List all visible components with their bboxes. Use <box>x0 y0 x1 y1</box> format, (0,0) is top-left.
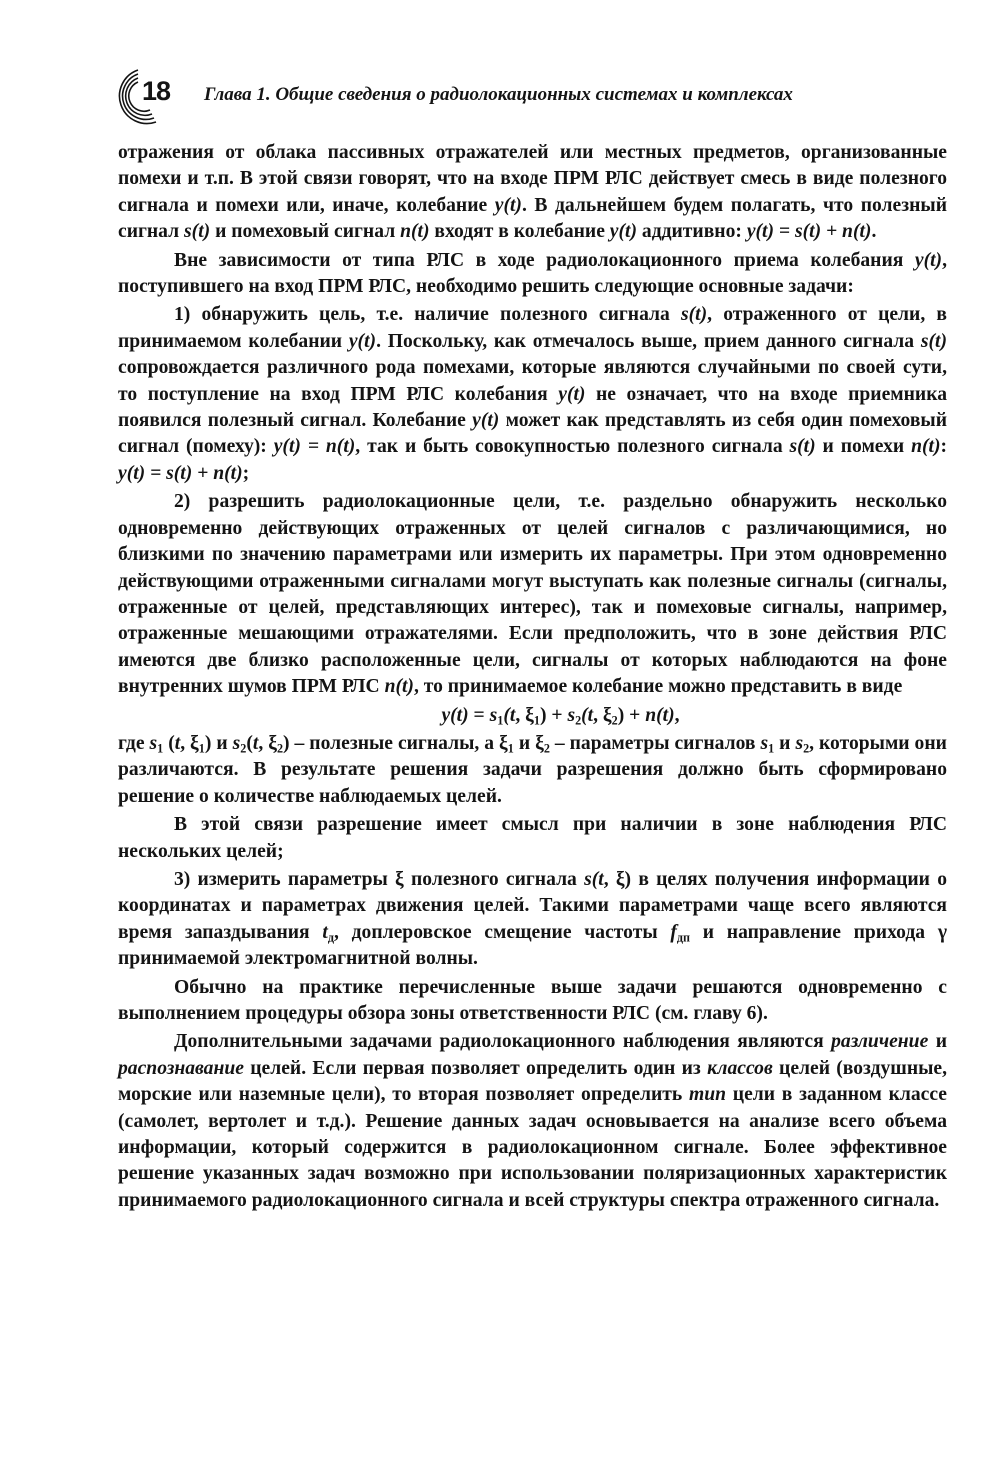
text-run: ) и <box>204 732 233 754</box>
text-run: y(t) = n(t) <box>273 436 356 458</box>
text-run: s <box>795 732 804 754</box>
text-run: , поступившего на вход ПРМ РЛС, необходимо решить следующие основные задачи: <box>118 249 947 298</box>
text-run: y(t) <box>914 249 943 271</box>
text-run: может как представлять из себя один помеховый сигнал (помеху): <box>118 410 947 458</box>
text-run: (t <box>503 704 516 726</box>
text-run: Дополнительными задачами радиолокационного наблюдения являются <box>174 1031 832 1053</box>
text-run: различение <box>831 1031 929 1053</box>
text-run: , так и быть совокупностью полезного сигнала <box>355 436 790 458</box>
text-run: ) + <box>539 704 568 726</box>
text-run: . <box>871 221 877 243</box>
text-run: – параметры сигналов <box>549 732 761 754</box>
text-run: отражения от облака пассивных отражателей или местных предметов, организованные помехи и т.п. В этой связи говорят, что на входе ПРМ РЛС действует смесь в виде полезного сигнала и помехи или, иначе, колебание <box>118 142 947 216</box>
text-run: (t <box>581 704 594 726</box>
text-run: s(t) <box>184 221 211 243</box>
text-run: 2 <box>803 741 810 756</box>
text-run: и помехи <box>815 436 912 458</box>
text-run: 3) измерить параметры ξ полезного сигнала <box>174 868 585 890</box>
text-run: n(t) <box>384 676 414 698</box>
text-run: 1 <box>507 741 514 756</box>
text-run: сопровождается различного рода помехами, которые являются случайными по своей сути, то поступление на вход ПРМ РЛС колебания <box>118 357 947 405</box>
text-run: y(t) <box>348 330 377 352</box>
text-run: f <box>670 921 677 943</box>
text-run: 1 <box>533 713 540 728</box>
text-run: t <box>322 921 328 943</box>
text-run: распознавание <box>118 1057 244 1079</box>
text-run: и <box>774 732 796 754</box>
page-number: 18 <box>142 76 171 106</box>
text-run: ( <box>163 732 175 754</box>
text-run: 2 <box>543 741 550 756</box>
text-run: тип <box>689 1084 727 1106</box>
text-run: . Поскольку, как отмечалось выше, прием данного сигнала <box>376 330 921 352</box>
text-run: n(t) <box>645 704 675 726</box>
text-run: целей (воздушные, морские или наземные цели), то вторая позволяет определить <box>118 1057 948 1106</box>
text-run: ; <box>242 462 250 484</box>
text-run: t <box>174 732 181 754</box>
text-run: ( <box>246 732 253 754</box>
text-run: Обычно на практике перечисленные выше задачи решаются одновременно с выполнением процедуры обзора зоны ответственности РЛС (см. главу 6). <box>118 976 947 1024</box>
text-run: , которыми они различаются. В результате решения задачи разрешения должно быть сформировано решение о количестве наблюдаемых целей. <box>118 732 947 807</box>
text-run: y(t) <box>558 383 586 405</box>
text-run: , ξ <box>258 732 277 754</box>
paragraph <box>118 731 947 810</box>
text-run: 1 <box>497 713 504 728</box>
body-text <box>118 140 947 1216</box>
text-run: y(t) = s(t) + n(t) <box>118 462 243 484</box>
text-run: 1 <box>198 741 205 756</box>
text-run: s(t <box>584 868 604 890</box>
text-run: n(t) <box>400 221 430 243</box>
text-run: s <box>149 732 158 754</box>
text-run: , ξ <box>515 704 534 726</box>
text-run: , то принимаемое колебание можно представить в виде <box>413 676 903 698</box>
text-run: дп <box>676 930 691 945</box>
paragraph <box>118 140 947 246</box>
text-run: , ξ) в целях получения информации о координатах и параметрах движения целей. Такими параметрами чаще всего являются время запаздывания <box>118 868 947 943</box>
text-run: y(t) <box>609 221 637 243</box>
text-run: 2 <box>240 741 247 756</box>
text-run: n(t) <box>911 436 941 458</box>
text-run: s <box>232 732 241 754</box>
text-run: , ξ <box>593 704 612 726</box>
text-run: , <box>674 704 680 726</box>
text-run: 1 <box>768 741 775 756</box>
text-run: s <box>567 704 576 726</box>
text-run: и <box>928 1031 947 1053</box>
text-run: y(t) <box>441 704 469 726</box>
text-run: входят в колебание <box>429 221 610 243</box>
text-run: , отраженного от цели, в принимаемом колебании <box>118 304 947 352</box>
text-run: В этой связи разрешение имеет смысл при наличии в зоне наблюдения РЛС нескольких целей; <box>118 814 947 862</box>
text-run: , ξ <box>180 732 199 754</box>
paragraph <box>118 302 947 487</box>
paragraph <box>118 1029 947 1214</box>
text-run: : <box>940 436 948 458</box>
text-run: y(t) <box>472 410 500 432</box>
text-run: цели в заданном классе (самолет, вертолет и т.д.). Решение данных задач основывается на анализе всего объема информации, который содержится в радиолокационном сигнале. Более эффективное решение указанных задач возможно при использовании поляризационных характеристик принимаемого радиолокационного сигнала и всей структуры спектра отраженного сигнала. <box>118 1084 947 1211</box>
paragraph <box>118 489 947 700</box>
text-run: s(t) <box>920 330 947 352</box>
text-run: где <box>118 732 150 754</box>
text-run: y(t) <box>494 194 522 216</box>
text-run: . В дальнейшем будем полагать, что полезный сигнал <box>118 194 947 243</box>
text-run: аддитивно: <box>637 221 747 243</box>
text-run: 2 <box>611 713 618 728</box>
formula <box>118 703 947 729</box>
running-title: Глава 1. Общие сведения о радиолокационных системах и комплексах <box>204 84 793 105</box>
text-run: 1) обнаружить цель, т.е. наличие полезного сигнала <box>174 304 682 326</box>
text-run: 2 <box>276 741 284 756</box>
text-run: s(t) <box>789 436 816 458</box>
text-run: не означает, что на входе приемника появился полезный сигнал. Колебание <box>118 383 947 432</box>
text-run: s(t) <box>681 304 708 326</box>
text-run: Вне зависимости от типа РЛС в ходе радиолокационного приема колебания <box>174 249 915 271</box>
text-run: y(t) = s(t) + n(t) <box>746 221 872 243</box>
text-run: и направление прихода γ принимаемой электромагнитной волны. <box>118 921 947 970</box>
paragraph <box>118 975 947 1028</box>
text-run: и помеховый сигнал <box>210 221 401 243</box>
text-run: 2) разрешить радиолокационные цели, т.е. раздельно обнаружить несколько одновременно действующих отраженных от целей сигналов с различающимися, но близкими по значению параметрами или измерить их параметры. При этом одновременно действующими отраженными сигналами могут выступать как полезные сигналы (сигналы, отраженные от целей, представляющих интерес), так и помеховые сигналы, например, отраженные мешающими отражателями. Если предположить, что в зоне действия РЛС имеются две близко расположенные цели, сигналы от которых наблюдаются на фоне внутренних шумов ПРМ РЛС <box>118 491 947 698</box>
paragraph <box>118 867 947 973</box>
paragraph <box>118 812 947 865</box>
text-run: 1 <box>157 741 164 756</box>
text-run: s <box>489 704 498 726</box>
text-run: 2 <box>575 713 582 728</box>
text-run: и ξ <box>513 732 544 754</box>
paragraph <box>118 248 947 301</box>
text-run: t <box>252 732 259 754</box>
text-run: = <box>468 704 490 726</box>
text-run: s <box>760 732 769 754</box>
text-run: классов <box>707 1057 773 1079</box>
page-header <box>112 66 872 126</box>
text-run: целей. Если первая позволяет определить один из <box>243 1057 708 1079</box>
text-run: д <box>327 930 334 945</box>
text-run: ) + <box>617 704 646 726</box>
text-run: ) – полезные сигналы, а ξ <box>283 732 508 754</box>
text-run: , доплеровское смещение частоты <box>333 921 671 943</box>
